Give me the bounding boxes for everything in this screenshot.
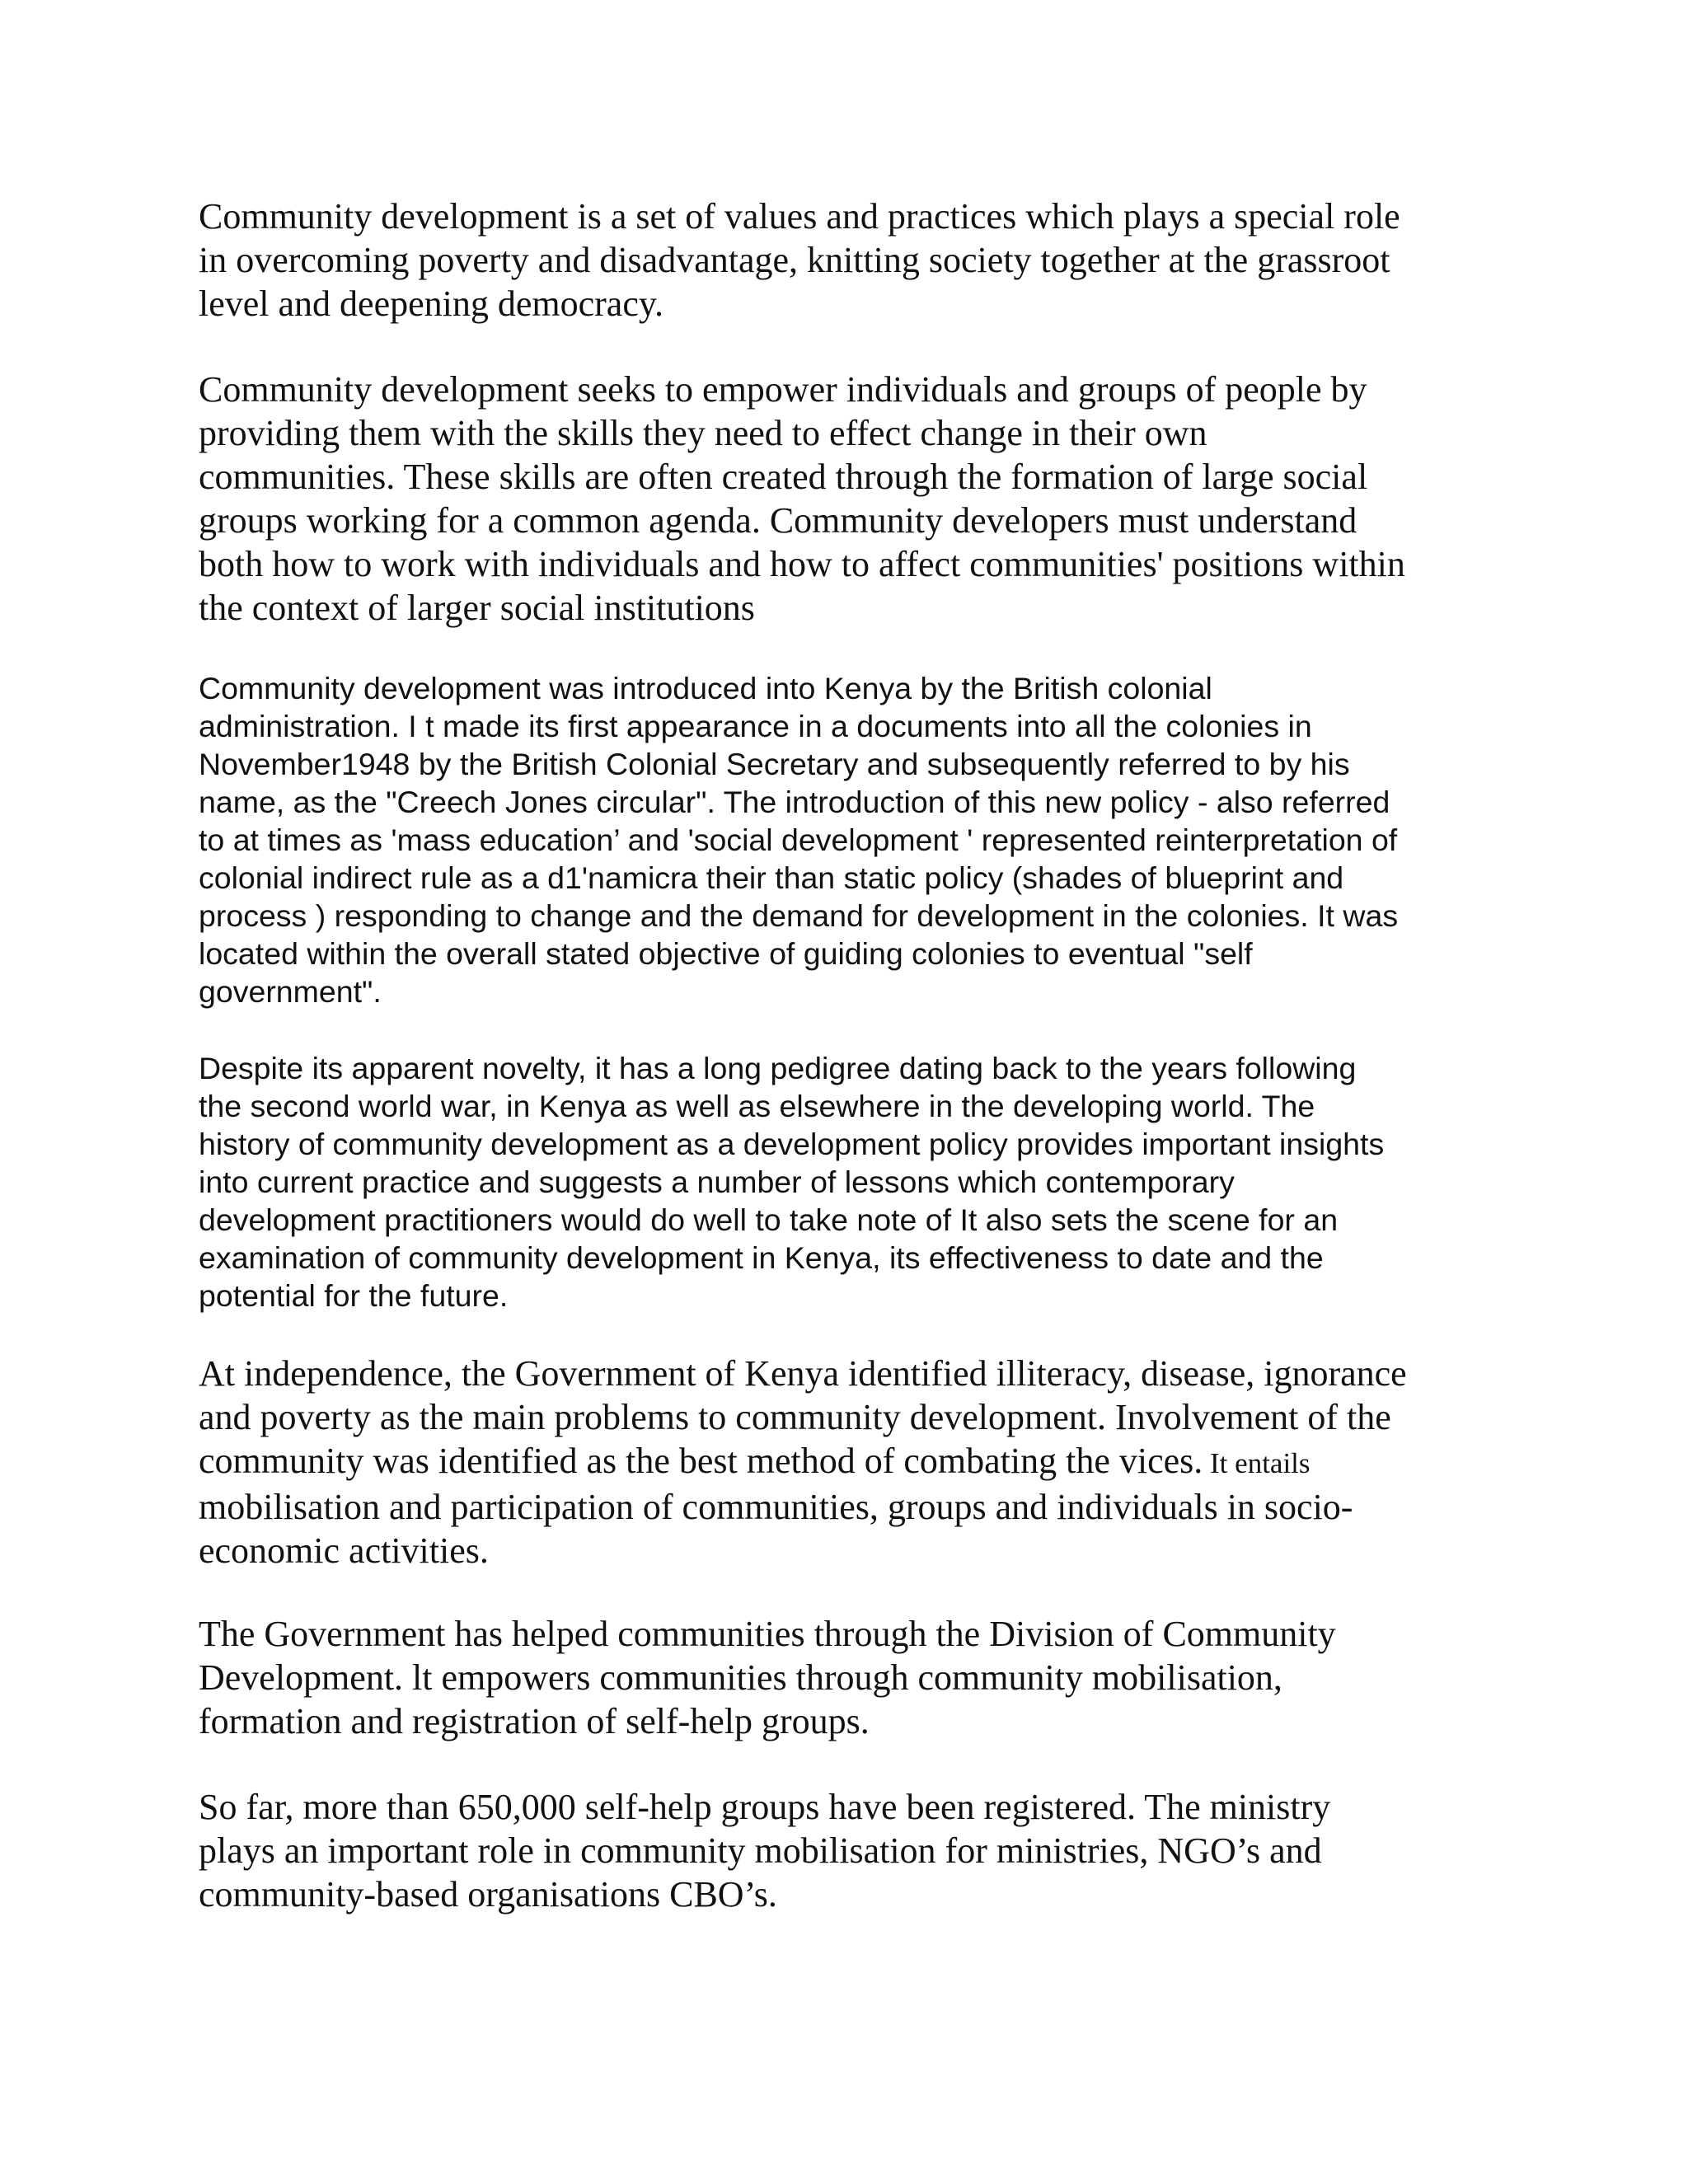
text-line: November1948 by the British Colonial Secretary and subsequently referred to by his [199,747,1350,781]
text-line: in overcoming poverty and disadvantage, knitting society together at the grassroot [199,240,1390,280]
paragraph-government-division [199,1612,1336,1743]
text-line: Community development was introduced into Kenya by the British colonial [199,671,1212,705]
paragraph-independence [199,1352,1407,1572]
text-line: potential for the future. [199,1278,509,1313]
paragraph-colonial-history [199,669,1398,1010]
text-line: administration. I t made its first appearance in a documents into all the colonies in [199,709,1312,743]
text-line: economic activities. [199,1530,489,1571]
paragraph-pedigree [199,1049,1384,1315]
text-line: Despite its apparent novelty, it has a long pedigree dating back to the years following [199,1051,1357,1085]
text-line: providing them with the skills they need to effect change in their own [199,413,1207,453]
text-line: At independence, the Government of Kenya identified illiteracy, disease, ignorance [199,1353,1407,1394]
text-line: examination of community development in Kenya, its effectiveness to date and the [199,1240,1324,1275]
text-line: to at times as 'mass education’ and 'social development ' represented reinterpretation of [199,823,1398,857]
text-segment: community was identified as the best method of combating the vices. [199,1441,1203,1481]
text-line: Community development is a set of values and practices which plays a special role [199,196,1400,237]
text-line: mobilisation and participation of communities, groups and individuals in socio- [199,1487,1353,1527]
text-line: community-based organisations CBO’s. [199,1874,777,1915]
text-line: level and deepening democracy. [199,284,663,324]
text-line: Development. lt empowers communities through community mobilisation, [199,1657,1282,1698]
text-line: process ) responding to change and the demand for development in the colonies. It was [199,898,1399,933]
text-line: history of community development as a development policy provides important insights [199,1127,1385,1161]
text-line: into current practice and suggests a number of lessons which contemporary [199,1165,1235,1199]
text-segment-small: It entails [1203,1447,1311,1479]
text-line: both how to work with individuals and how to affect communities' positions within [199,544,1405,584]
text-line: located within the overall stated objective of guiding colonies to eventual "self [199,936,1253,971]
text-line [199,1439,1407,1485]
text-line: development practitioners would do well to take note of It also sets the scene for an [199,1202,1339,1237]
text-line: the second world war, in Kenya as well as elsewhere in the developing world. The [199,1089,1315,1123]
text-line: the context of larger social institutions [199,588,755,628]
text-line: formation and registration of self-help groups. [199,1701,870,1741]
paragraph-empowerment [199,368,1405,630]
text-line: So far, more than 650,000 self-help groups have been registered. The ministry [199,1787,1331,1827]
text-line: The Government has helped communities through the Division of Community [199,1614,1336,1654]
text-line: communities. These skills are often created through the formation of large social [199,457,1368,497]
text-line: Community development seeks to empower individuals and groups of people by [199,369,1367,410]
paragraph-definition [199,194,1400,326]
text-line: and poverty as the main problems to community development. Involvement of the [199,1397,1391,1437]
text-line: colonial indirect rule as a d1'namicra their than static policy (shades of blueprint and [199,860,1344,895]
paragraph-self-help-groups [199,1785,1330,1916]
text-line: groups working for a common agenda. Community developers must understand [199,500,1357,541]
text-line: plays an important role in community mobilisation for ministries, NGO’s and [199,1830,1322,1871]
text-line: government". [199,974,382,1009]
text-line: name, as the "Creech Jones circular". The introduction of this new policy - also referred [199,785,1390,819]
